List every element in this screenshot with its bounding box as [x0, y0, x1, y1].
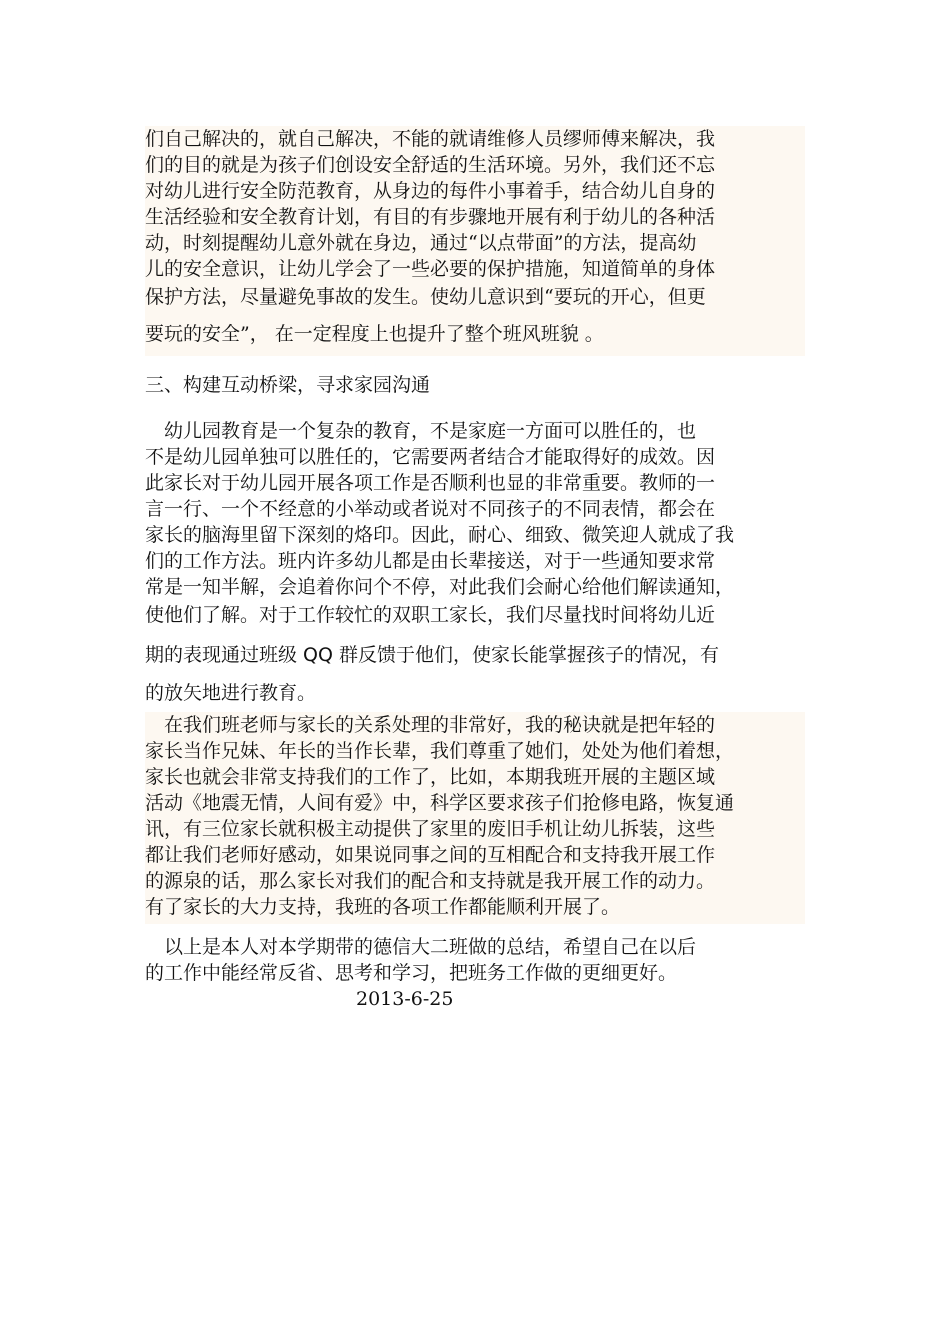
text-line: 的放矢地进行教育。	[145, 682, 317, 704]
text-line: 家长当作兄妹、年长的当作长辈，我们尊重了她们，处处为他们着想，	[145, 740, 735, 762]
text-line: 的工作中能经常反省、思考和学习，把班务工作做的更细更好。	[145, 962, 678, 984]
paragraph-summary	[145, 934, 805, 986]
text-line: 儿的安全意识，让幼儿学会了一些必要的保护措施，知道简单的身体	[145, 258, 716, 280]
text-fragment: 期的表现通过班级	[145, 644, 304, 666]
text-line: 保护方法，尽量避免事故的发生。使幼儿意识到“要玩的开心，但更	[145, 286, 706, 308]
text-line: 要玩的安全”， 在一定程度上也提升了整个班风班貌 。	[145, 323, 604, 345]
heading-text: 三、构建互动桥梁，寻求家园沟通	[145, 374, 431, 396]
text-line: 家长也就会非常支持我们的工作了，比如，本期我班开展的主题区域	[145, 766, 716, 788]
text-line: 幼儿园教育是一个复杂的教育，不是家庭一方面可以胜任的，也	[145, 420, 697, 442]
text-line	[145, 636, 805, 674]
text-line: 常是一知半解，会追着你问个不停，对此我们会耐心给他们解读通知，	[145, 576, 735, 598]
text-line: 们的工作方法。班内许多幼儿都是由长辈接送，对于一些通知要求常	[145, 550, 716, 572]
section-heading	[145, 372, 805, 398]
text-line: 使他们了解。对于工作较忙的双职工家长，我们尽量找时间将幼儿近	[145, 604, 716, 626]
text-line: 的源泉的话，那么家长对我们的配合和支持就是我开展工作的动力。	[145, 870, 716, 892]
text-line: 不是幼儿园单独可以胜任的，它需要两者结合才能取得好的成效。因	[145, 446, 716, 468]
text-line: 以上是本人对本学期带的德信大二班做的总结，希望自己在以后	[145, 936, 697, 958]
text-line: 言一行、一个不经意的小举动或者说对不同孩子的不同表情，都会在	[145, 498, 716, 520]
text-line: 生活经验和安全教育计划，有目的有步骤地开展有利于幼儿的各种活	[145, 206, 716, 228]
date-text: 2013-6-25	[356, 988, 454, 1010]
text-line: 们自己解决的，就自己解决，不能的就请维修人员缪师傅来解决，我	[145, 128, 716, 150]
text-line: 有了家长的大力支持，我班的各项工作都能顺利开展了。	[145, 896, 621, 918]
qq-token: QQ	[303, 644, 333, 666]
paragraph-safety	[145, 126, 805, 356]
text-fragment: 群反馈于他们，使家长能掌握孩子的情况，有	[332, 644, 720, 666]
text-line: 们的目的就是为孩子们创设安全舒适的生活环境。另外，我们还不忘	[145, 154, 716, 176]
text-line: 都让我们老师好感动，如果说同事之间的互相配合和支持我开展工作	[145, 844, 716, 866]
text-line: 家长的脑海里留下深刻的烙印。因此，耐心、细致、微笑迎人就成了我	[145, 524, 735, 546]
paragraph-parents	[145, 712, 805, 924]
text-line: 在我们班老师与家长的关系处理的非常好，我的秘诀就是把年轻的	[145, 714, 716, 736]
text-line: 此家长对于幼儿园开展各项工作是否顺利也显的非常重要。教师的一	[145, 472, 716, 494]
text-line: 讯，有三位家长就积极主动提供了家里的废旧手机让幼儿拆装，这些	[145, 818, 716, 840]
paragraph-home-school	[145, 418, 805, 712]
text-line: 对幼儿进行安全防范教育，从身边的每件小事着手，结合幼儿自身的	[145, 180, 716, 202]
text-line: 活动《地震无情，人间有爱》中，科学区要求孩子们抢修电路，恢复通	[145, 792, 735, 814]
date-line	[356, 986, 556, 1012]
text-line: 动，时刻提醒幼儿意外就在身边，通过“以点带面”的方法，提高幼	[145, 232, 697, 254]
